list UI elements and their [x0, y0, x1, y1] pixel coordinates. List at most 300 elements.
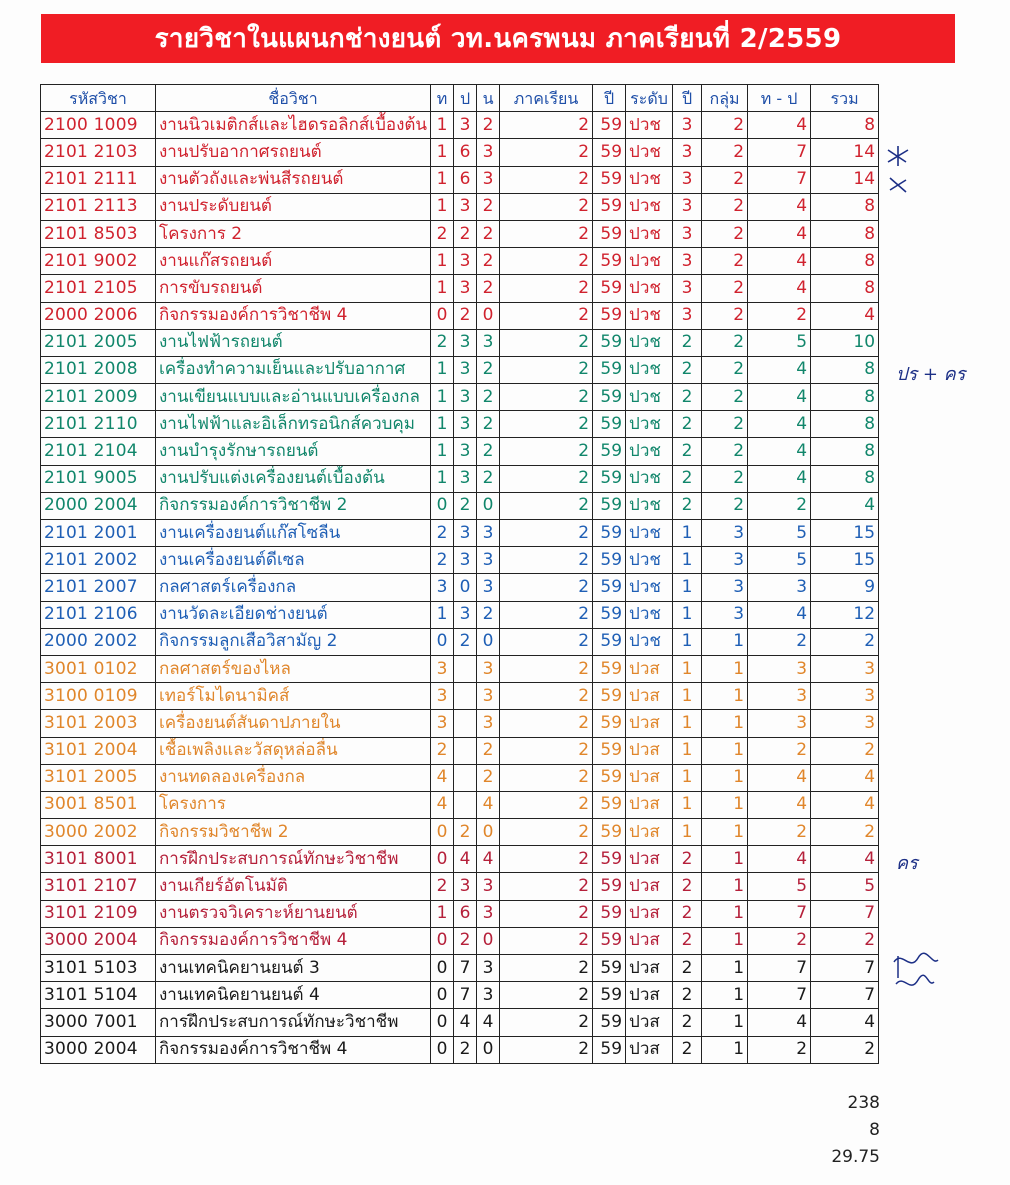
- cell-year: 1: [673, 655, 702, 682]
- cell-name: การขับรถยนต์: [156, 275, 431, 302]
- cell-p: [454, 655, 477, 682]
- cell-t: 0: [431, 819, 454, 846]
- cell-term: 2: [500, 710, 593, 737]
- cell-tp: 4: [748, 248, 811, 275]
- cell-code: 3001 8501: [41, 791, 156, 818]
- cell-year: 2: [673, 900, 702, 927]
- cell-total: 4: [811, 764, 879, 791]
- cell-level: ปวช: [626, 248, 673, 275]
- table-row: [41, 438, 879, 465]
- cell-year: 2: [673, 927, 702, 954]
- cell-tp: 4: [748, 465, 811, 492]
- table-row: [41, 356, 879, 383]
- handwritten-note: ปร + คร: [896, 364, 966, 385]
- cell-tp: 4: [748, 384, 811, 411]
- cell-yr: 59: [593, 139, 626, 166]
- cell-group: 2: [702, 329, 748, 356]
- cell-t: 0: [431, 302, 454, 329]
- cell-tp: 4: [748, 438, 811, 465]
- cell-term: 2: [500, 982, 593, 1009]
- cell-t: 1: [431, 275, 454, 302]
- cell-code: 2101 2009: [41, 384, 156, 411]
- cell-code: 3001 0102: [41, 655, 156, 682]
- cell-name: กิจกรรมองค์การวิชาชีพ 4: [156, 1036, 431, 1063]
- cell-group: 2: [702, 384, 748, 411]
- cell-year: 2: [673, 1036, 702, 1063]
- cell-level: ปวส: [626, 955, 673, 982]
- cell-total: 5: [811, 873, 879, 900]
- cell-yr: 59: [593, 791, 626, 818]
- cell-code: 3101 2004: [41, 737, 156, 764]
- cell-name: งานแก๊สรถยนต์: [156, 248, 431, 275]
- cell-term: 2: [500, 846, 593, 873]
- cell-n: 0: [477, 819, 500, 846]
- course-table: [40, 84, 879, 1064]
- cell-group: 3: [702, 547, 748, 574]
- cell-year: 2: [673, 329, 702, 356]
- cell-code: 2101 2106: [41, 601, 156, 628]
- cell-name: กิจกรรมองค์การวิชาชีพ 4: [156, 927, 431, 954]
- cell-yr: 59: [593, 927, 626, 954]
- table-row: [41, 982, 879, 1009]
- cell-n: 3: [477, 683, 500, 710]
- cell-t: 0: [431, 982, 454, 1009]
- cell-n: 4: [477, 1009, 500, 1036]
- cell-name: งานไฟฟ้ารถยนต์: [156, 329, 431, 356]
- cell-year: 2: [673, 955, 702, 982]
- cell-code: 3101 5103: [41, 955, 156, 982]
- cell-n: 0: [477, 492, 500, 519]
- cell-total: 3: [811, 710, 879, 737]
- column-header-t: ท: [431, 85, 454, 112]
- cell-p: 2: [454, 220, 477, 247]
- cell-t: 3: [431, 655, 454, 682]
- table-row: [41, 547, 879, 574]
- cell-year: 3: [673, 112, 702, 139]
- cell-p: 3: [454, 547, 477, 574]
- cell-code: 2101 2008: [41, 356, 156, 383]
- cell-level: ปวช: [626, 112, 673, 139]
- cell-t: 1: [431, 248, 454, 275]
- cell-term: 2: [500, 275, 593, 302]
- cell-level: ปวส: [626, 737, 673, 764]
- cell-yr: 59: [593, 873, 626, 900]
- cell-p: 0: [454, 574, 477, 601]
- cell-level: ปวช: [626, 356, 673, 383]
- cell-code: 2000 2002: [41, 628, 156, 655]
- cell-year: 1: [673, 574, 702, 601]
- cell-tp: 5: [748, 873, 811, 900]
- cell-n: 2: [477, 356, 500, 383]
- cell-total: 7: [811, 955, 879, 982]
- cell-term: 2: [500, 927, 593, 954]
- cell-p: 3: [454, 465, 477, 492]
- cell-year: 1: [673, 683, 702, 710]
- cell-p: 4: [454, 846, 477, 873]
- cell-n: 2: [477, 384, 500, 411]
- cell-group: 2: [702, 275, 748, 302]
- cell-group: 2: [702, 492, 748, 519]
- cell-name: โครงการ: [156, 791, 431, 818]
- cell-yr: 59: [593, 764, 626, 791]
- cell-level: ปวส: [626, 819, 673, 846]
- cell-level: ปวส: [626, 900, 673, 927]
- cell-name: การฝึกประสบการณ์ทักษะวิชาชีพ: [156, 846, 431, 873]
- cell-n: 3: [477, 900, 500, 927]
- cell-level: ปวส: [626, 683, 673, 710]
- cell-total: 8: [811, 384, 879, 411]
- cell-total: 3: [811, 655, 879, 682]
- cell-year: 1: [673, 819, 702, 846]
- cell-level: ปวช: [626, 465, 673, 492]
- cell-yr: 59: [593, 982, 626, 1009]
- cell-level: ปวส: [626, 873, 673, 900]
- cell-t: 0: [431, 1036, 454, 1063]
- cell-total: 2: [811, 927, 879, 954]
- cell-t: 1: [431, 112, 454, 139]
- cell-tp: 4: [748, 112, 811, 139]
- cell-yr: 59: [593, 547, 626, 574]
- cell-p: 6: [454, 166, 477, 193]
- cell-t: 1: [431, 193, 454, 220]
- cell-year: 2: [673, 384, 702, 411]
- cell-yr: 59: [593, 900, 626, 927]
- cell-p: 3: [454, 329, 477, 356]
- cell-tp: 7: [748, 166, 811, 193]
- table-row: [41, 520, 879, 547]
- cell-level: ปวส: [626, 791, 673, 818]
- cell-total: 7: [811, 900, 879, 927]
- cell-n: 2: [477, 248, 500, 275]
- cell-year: 2: [673, 1009, 702, 1036]
- cell-level: ปวช: [626, 628, 673, 655]
- cell-level: ปวส: [626, 1009, 673, 1036]
- cell-total: 8: [811, 220, 879, 247]
- cell-n: 2: [477, 601, 500, 628]
- cell-level: ปวช: [626, 220, 673, 247]
- cell-group: 1: [702, 819, 748, 846]
- table-row: [41, 411, 879, 438]
- cell-n: 3: [477, 166, 500, 193]
- cell-term: 2: [500, 791, 593, 818]
- cell-t: 4: [431, 764, 454, 791]
- cell-n: 3: [477, 547, 500, 574]
- cell-total: 8: [811, 438, 879, 465]
- cell-level: ปวส: [626, 982, 673, 1009]
- handwritten-scribble: [888, 948, 948, 1008]
- cell-tp: 7: [748, 982, 811, 1009]
- cell-code: 3101 2109: [41, 900, 156, 927]
- cell-name: งานตัวถังและพ่นสีรถยนต์: [156, 166, 431, 193]
- cell-n: 2: [477, 411, 500, 438]
- cell-p: 7: [454, 955, 477, 982]
- cell-t: 0: [431, 846, 454, 873]
- cell-name: งานทดลองเครื่องกล: [156, 764, 431, 791]
- cell-code: 3101 2107: [41, 873, 156, 900]
- cell-code: 2101 2110: [41, 411, 156, 438]
- cell-n: 3: [477, 955, 500, 982]
- cell-yr: 59: [593, 819, 626, 846]
- cell-year: 1: [673, 547, 702, 574]
- cell-group: 1: [702, 683, 748, 710]
- cell-name: เชื้อเพลิงและวัสดุหล่อลื่น: [156, 737, 431, 764]
- cell-term: 2: [500, 574, 593, 601]
- footer-count: 8: [869, 1120, 880, 1140]
- cell-t: 1: [431, 384, 454, 411]
- cell-t: 3: [431, 683, 454, 710]
- table-row: [41, 873, 879, 900]
- column-header-level: ระดับ: [626, 85, 673, 112]
- cell-year: 2: [673, 846, 702, 873]
- cell-group: 2: [702, 220, 748, 247]
- cell-group: 2: [702, 166, 748, 193]
- cell-name: เครื่องยนต์สันดาปภายใน: [156, 710, 431, 737]
- table-row: [41, 927, 879, 954]
- cell-name: กิจกรรมองค์การวิชาชีพ 4: [156, 302, 431, 329]
- cell-tp: 2: [748, 628, 811, 655]
- cell-p: 3: [454, 411, 477, 438]
- cell-year: 1: [673, 520, 702, 547]
- course-table-wrapper: [40, 84, 879, 1064]
- cell-year: 1: [673, 628, 702, 655]
- cell-term: 2: [500, 465, 593, 492]
- cell-tp: 3: [748, 574, 811, 601]
- cell-group: 2: [702, 411, 748, 438]
- cell-yr: 59: [593, 574, 626, 601]
- cell-level: ปวช: [626, 438, 673, 465]
- cell-term: 2: [500, 873, 593, 900]
- cell-p: [454, 683, 477, 710]
- cell-year: 3: [673, 139, 702, 166]
- cell-p: [454, 710, 477, 737]
- cell-level: ปวช: [626, 411, 673, 438]
- cell-total: 15: [811, 520, 879, 547]
- cell-n: 3: [477, 139, 500, 166]
- cell-group: 1: [702, 710, 748, 737]
- table-row: [41, 1036, 879, 1063]
- table-row: [41, 900, 879, 927]
- cell-yr: 59: [593, 465, 626, 492]
- cell-tp: 4: [748, 1009, 811, 1036]
- cell-term: 2: [500, 384, 593, 411]
- cell-year: 1: [673, 764, 702, 791]
- cell-tp: 2: [748, 1036, 811, 1063]
- cell-level: ปวส: [626, 927, 673, 954]
- cell-level: ปวส: [626, 846, 673, 873]
- cell-yr: 59: [593, 1036, 626, 1063]
- cell-group: 1: [702, 628, 748, 655]
- cell-code: 3000 2004: [41, 927, 156, 954]
- cell-year: 2: [673, 873, 702, 900]
- cell-p: 2: [454, 302, 477, 329]
- cell-code: 3000 2004: [41, 1036, 156, 1063]
- cell-t: 2: [431, 547, 454, 574]
- table-header-row: [41, 85, 879, 112]
- cell-p: 3: [454, 384, 477, 411]
- table-row: [41, 655, 879, 682]
- cell-t: 1: [431, 438, 454, 465]
- cell-total: 4: [811, 492, 879, 519]
- cell-total: 9: [811, 574, 879, 601]
- cell-term: 2: [500, 112, 593, 139]
- cell-p: 4: [454, 1009, 477, 1036]
- table-row: [41, 465, 879, 492]
- cell-total: 2: [811, 1036, 879, 1063]
- cell-code: 2101 2104: [41, 438, 156, 465]
- cell-term: 2: [500, 193, 593, 220]
- cell-tp: 4: [748, 220, 811, 247]
- cell-n: 3: [477, 873, 500, 900]
- cell-tp: 4: [748, 411, 811, 438]
- cell-code: 2101 8503: [41, 220, 156, 247]
- cell-p: [454, 764, 477, 791]
- cell-group: 2: [702, 112, 748, 139]
- cell-year: 2: [673, 465, 702, 492]
- cell-code: 3000 2002: [41, 819, 156, 846]
- cell-term: 2: [500, 900, 593, 927]
- cell-term: 2: [500, 329, 593, 356]
- cell-yr: 59: [593, 356, 626, 383]
- cell-n: 2: [477, 193, 500, 220]
- cell-level: ปวช: [626, 329, 673, 356]
- cell-level: ปวช: [626, 139, 673, 166]
- cell-total: 15: [811, 547, 879, 574]
- cell-level: ปวส: [626, 1036, 673, 1063]
- cell-p: 7: [454, 982, 477, 1009]
- table-row: [41, 193, 879, 220]
- column-header-total: รวม: [811, 85, 879, 112]
- cell-yr: 59: [593, 955, 626, 982]
- handwritten-scribble: [880, 140, 920, 200]
- cell-yr: 59: [593, 520, 626, 547]
- cell-name: งานนิวเมติกส์และไฮดรอลิกส์เบื้องต้น: [156, 112, 431, 139]
- cell-n: 3: [477, 574, 500, 601]
- cell-level: ปวช: [626, 574, 673, 601]
- cell-t: 1: [431, 465, 454, 492]
- cell-total: 12: [811, 601, 879, 628]
- cell-tp: 4: [748, 601, 811, 628]
- cell-year: 2: [673, 411, 702, 438]
- cell-name: งานเกียร์อัตโนมัติ: [156, 873, 431, 900]
- cell-name: กิจกรรมวิชาชีพ 2: [156, 819, 431, 846]
- cell-tp: 5: [748, 547, 811, 574]
- cell-t: 0: [431, 927, 454, 954]
- cell-n: 4: [477, 791, 500, 818]
- cell-code: 2000 2006: [41, 302, 156, 329]
- cell-p: [454, 737, 477, 764]
- cell-group: 2: [702, 139, 748, 166]
- cell-t: 1: [431, 356, 454, 383]
- cell-level: ปวช: [626, 547, 673, 574]
- cell-code: 2101 2007: [41, 574, 156, 601]
- cell-name: งานไฟฟ้าและอิเล็กทรอนิกส์ควบคุม: [156, 411, 431, 438]
- footer-sum: 238: [847, 1093, 880, 1113]
- cell-code: 2101 2001: [41, 520, 156, 547]
- cell-group: 2: [702, 193, 748, 220]
- cell-name: งานวัดละเอียดช่างยนต์: [156, 601, 431, 628]
- cell-term: 2: [500, 683, 593, 710]
- column-header-code: รหัสวิชา: [41, 85, 156, 112]
- cell-tp: 3: [748, 683, 811, 710]
- cell-group: 3: [702, 574, 748, 601]
- cell-tp: 3: [748, 655, 811, 682]
- cell-p: 3: [454, 112, 477, 139]
- cell-code: 2101 9005: [41, 465, 156, 492]
- table-row: [41, 492, 879, 519]
- cell-tp: 4: [748, 846, 811, 873]
- cell-name: กิจกรรมลูกเสือวิสามัญ 2: [156, 628, 431, 655]
- cell-p: 3: [454, 520, 477, 547]
- cell-yr: 59: [593, 655, 626, 682]
- cell-name: งานปรับแต่งเครื่องยนต์เบื้องต้น: [156, 465, 431, 492]
- cell-total: 4: [811, 846, 879, 873]
- cell-yr: 59: [593, 112, 626, 139]
- cell-level: ปวช: [626, 601, 673, 628]
- cell-tp: 4: [748, 356, 811, 383]
- cell-name: งานประดับยนต์: [156, 193, 431, 220]
- table-row: [41, 1009, 879, 1036]
- table-row: [41, 329, 879, 356]
- table-row: [41, 574, 879, 601]
- cell-level: ปวส: [626, 764, 673, 791]
- cell-total: 8: [811, 112, 879, 139]
- column-header-group: กลุ่ม: [702, 85, 748, 112]
- cell-group: 1: [702, 764, 748, 791]
- cell-n: 0: [477, 628, 500, 655]
- cell-year: 2: [673, 982, 702, 1009]
- cell-group: 1: [702, 1036, 748, 1063]
- cell-total: 4: [811, 1009, 879, 1036]
- footer-average: 29.75: [831, 1147, 880, 1167]
- cell-group: 1: [702, 737, 748, 764]
- cell-term: 2: [500, 492, 593, 519]
- cell-code: 3101 5104: [41, 982, 156, 1009]
- cell-t: 2: [431, 873, 454, 900]
- cell-yr: 59: [593, 710, 626, 737]
- cell-total: 14: [811, 166, 879, 193]
- column-header-p: ป: [454, 85, 477, 112]
- cell-tp: 2: [748, 302, 811, 329]
- cell-group: 1: [702, 655, 748, 682]
- table-row: [41, 683, 879, 710]
- cell-term: 2: [500, 628, 593, 655]
- table-row: [41, 166, 879, 193]
- cell-n: 2: [477, 438, 500, 465]
- cell-t: 0: [431, 628, 454, 655]
- cell-yr: 59: [593, 302, 626, 329]
- cell-name: งานเครื่องยนต์ดีเซล: [156, 547, 431, 574]
- handwritten-note: คร: [896, 853, 918, 874]
- cell-n: 2: [477, 764, 500, 791]
- cell-name: งานเทคนิคยานยนต์ 3: [156, 955, 431, 982]
- table-row: [41, 737, 879, 764]
- cell-name: งานเทคนิคยานยนต์ 4: [156, 982, 431, 1009]
- cell-group: 2: [702, 248, 748, 275]
- cell-name: งานเขียนแบบและอ่านแบบเครื่องกล: [156, 384, 431, 411]
- cell-n: 2: [477, 112, 500, 139]
- cell-code: 2100 1009: [41, 112, 156, 139]
- page-title: รายวิชาในแผนกช่างยนต์ วท.นครพนม ภาคเรียนที่ 2/2559: [154, 24, 842, 54]
- table-row: [41, 248, 879, 275]
- table-row: [41, 791, 879, 818]
- cell-code: 3101 8001: [41, 846, 156, 873]
- cell-tp: 3: [748, 710, 811, 737]
- cell-name: เครื่องทำความเย็นและปรับอากาศ: [156, 356, 431, 383]
- cell-yr: 59: [593, 628, 626, 655]
- cell-term: 2: [500, 764, 593, 791]
- cell-level: ปวส: [626, 655, 673, 682]
- column-header-name: ชื่อวิชา: [156, 85, 431, 112]
